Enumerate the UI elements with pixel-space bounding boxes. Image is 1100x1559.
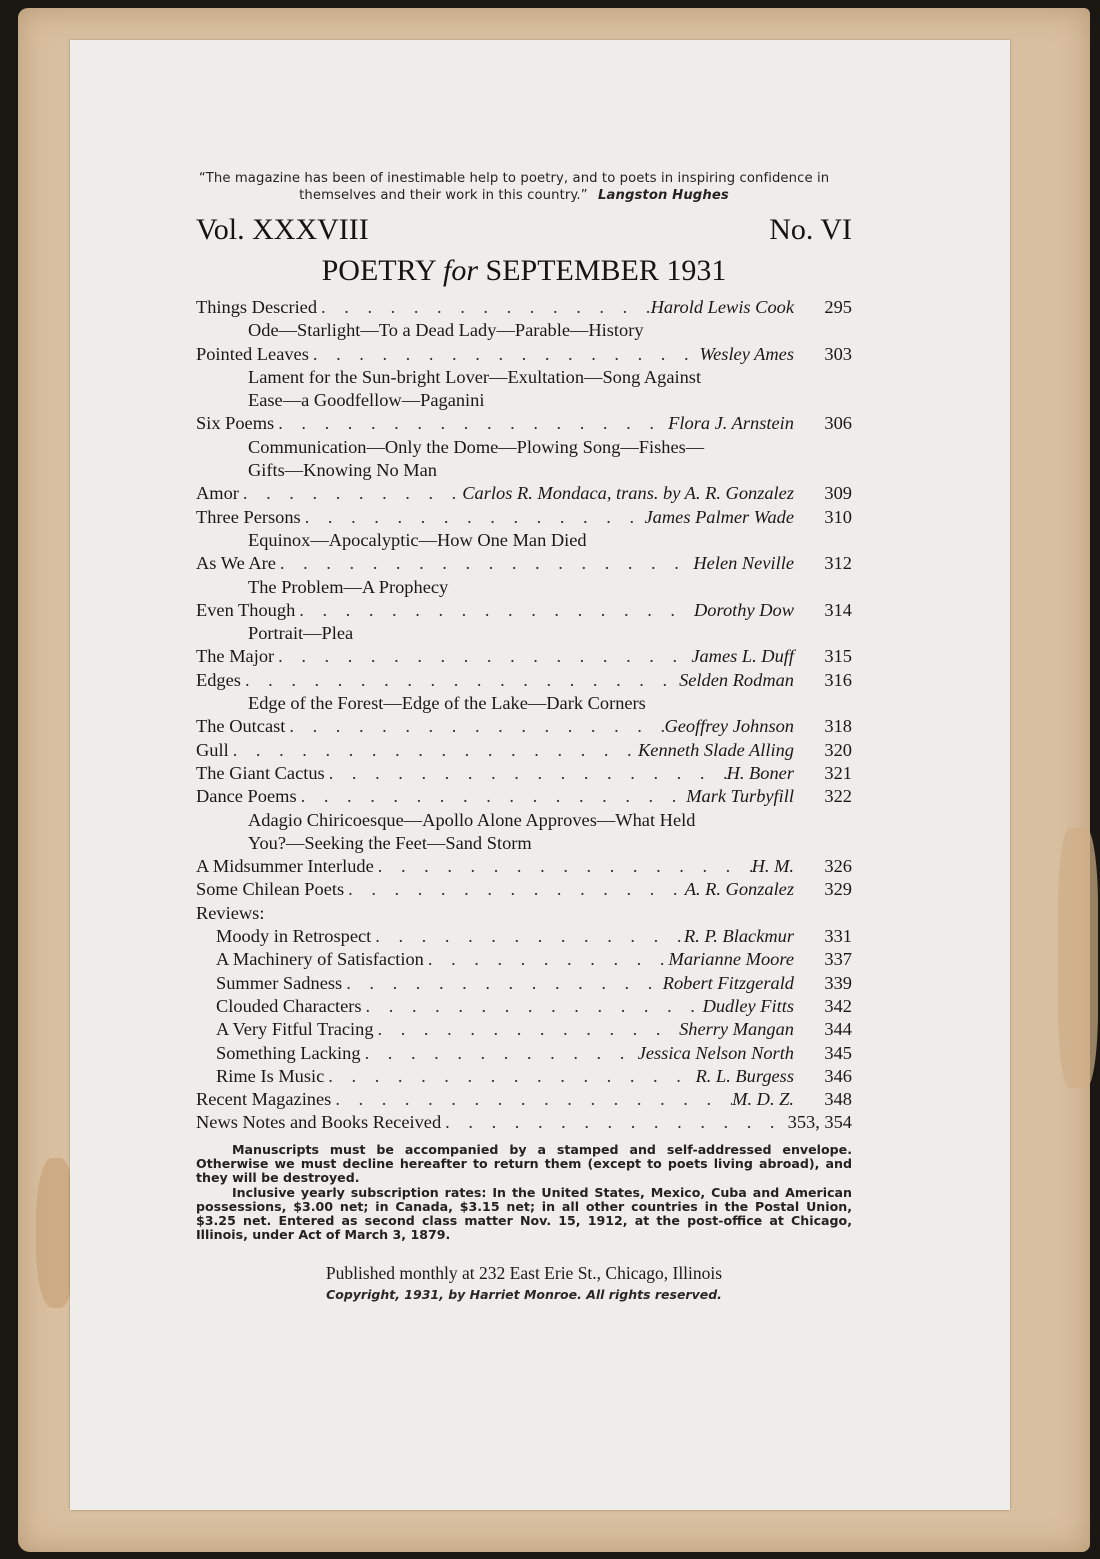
- poem-list: You?—Seeking the Feet—Sand Storm: [248, 832, 532, 853]
- entry-author: Harold Lewis Cook: [650, 297, 794, 317]
- entry-author: M. D. Z.: [732, 1089, 794, 1110]
- dot-leader: [276, 552, 694, 575]
- entry-page: 303: [824, 343, 852, 364]
- dot-leader: [295, 599, 694, 622]
- entry-author: H. M.: [751, 856, 794, 877]
- toc-entry: [196, 1111, 852, 1134]
- entry-author: R. P. Blackmur: [684, 926, 794, 947]
- entry-title: Gull: [196, 739, 229, 760]
- toc-entry: [196, 1018, 852, 1041]
- toc-entry: [196, 599, 852, 622]
- toc-entry: [196, 762, 852, 785]
- entry-title: Summer Sadness: [216, 972, 343, 993]
- epigraph-author: Langston Hughes: [597, 188, 729, 203]
- dot-leader: [274, 645, 691, 668]
- toc-entry: [196, 343, 852, 366]
- dot-leader: [239, 482, 462, 505]
- poem-list: The Problem—A Prophecy: [248, 576, 449, 597]
- toc-entry: [196, 296, 852, 319]
- entry-author: Robert Fitzgerald: [662, 972, 794, 993]
- toc-entry: [196, 972, 852, 995]
- manuscripts-notice: Manuscripts must be accompanied by a stamped and self-addressed envelope. Otherwise we must decline hereafter to return them (except to poets living abroad), and they will be destroyed.: [196, 1142, 852, 1186]
- toc-entry: [196, 855, 852, 878]
- dot-leader: [325, 762, 727, 785]
- toc-entry: [196, 785, 852, 808]
- entry-title: Pointed Leaves: [196, 343, 309, 364]
- poem-list: Portrait—Plea: [248, 623, 354, 644]
- entry-author: Dudley Fitts: [702, 995, 794, 1016]
- entry-page: 318: [824, 716, 852, 737]
- entry-title: A Very Fitful Tracing: [216, 1019, 374, 1040]
- entry-title: Even Though: [196, 599, 296, 620]
- entry-title: Some Chilean Poets: [196, 879, 345, 900]
- copyright-line: Copyright, 1931, by Harriet Monroe. All rights reserved.: [326, 1287, 722, 1302]
- poem-list: Equinox—Apocalyptic—How One Man Died: [248, 529, 587, 550]
- page-title: [196, 253, 852, 289]
- poem-list: Gifts—Knowing No Man: [248, 460, 438, 481]
- toc-entry: [196, 412, 852, 435]
- entry-page: 353, 354: [787, 1112, 852, 1133]
- entry-title: The Giant Cactus: [196, 762, 325, 783]
- entry-author: Marianne Moore: [668, 949, 794, 970]
- entry-author: Selden Rodman: [679, 669, 794, 690]
- entry-title: Three Persons: [196, 506, 301, 527]
- toc-entry: [196, 482, 852, 505]
- dot-leader: [441, 1111, 787, 1134]
- entry-page: 295: [824, 297, 852, 317]
- volume-label: Vol. XXXVIII: [196, 213, 369, 246]
- entry-author: A. R. Gonzalez: [684, 879, 794, 900]
- dot-leader: [371, 925, 684, 948]
- toc-entry: [196, 552, 852, 575]
- dot-leader: [362, 995, 703, 1018]
- dot-leader: [374, 1018, 680, 1041]
- title-date: SEPTEMBER 1931: [485, 254, 727, 287]
- entry-title: As We Are: [196, 553, 276, 574]
- entry-page: 329: [824, 879, 852, 900]
- dot-leader: [344, 878, 685, 901]
- poem-list: Adagio Chiricoesque—Apollo Alone Approves—What Held: [248, 809, 696, 830]
- volume-row: [196, 212, 852, 248]
- entry-title: Things Descried: [196, 297, 318, 317]
- entry-page: 344: [824, 1019, 852, 1040]
- entry-page: 320: [824, 739, 852, 760]
- entry-author: Dorothy Dow: [694, 599, 794, 620]
- poem-list: Ease—a Goodfellow—Paganini: [248, 390, 485, 411]
- entry-author: Kenneth Slade Alling: [638, 739, 794, 760]
- entry-title: Amor: [196, 483, 239, 504]
- entry-title: The Major: [196, 646, 275, 667]
- poem-list: Edge of the Forest—Edge of the Lake—Dark Corners: [248, 693, 646, 714]
- entry-page: 348: [824, 1089, 852, 1110]
- entry-title: Six Poems: [196, 413, 275, 434]
- entry-page: 326: [824, 856, 852, 877]
- dot-leader: [229, 739, 638, 762]
- entry-title: Something Lacking: [216, 1042, 361, 1063]
- toc-entry: [196, 715, 852, 738]
- subscription-notice: Inclusive yearly subscription rates: In the United States, Mexico, Cuba and American possessions, $3.00 net; in Canada, $3.15 net; in all other countries in the Postal Union, $3.25 net. Entered as second class matter Nov. 15, 1912, at the post-office at Chicago, Illinois, under Act of March 3, 1879.: [196, 1184, 852, 1243]
- entry-page: 337: [824, 949, 852, 970]
- dot-leader: [285, 715, 664, 738]
- table-of-contents: [196, 296, 852, 1135]
- issue-number: No. VI: [769, 213, 852, 246]
- entry-title: Clouded Characters: [216, 995, 362, 1016]
- entry-author: Flora J. Arnstein: [668, 413, 794, 434]
- entry-author: Carlos R. Mondaca, trans. by A. R. Gonzalez: [462, 483, 794, 504]
- dot-leader: [342, 972, 663, 995]
- epigraph-text: “The magazine has been of inestimable help to poetry, and to poets in inspiring confidence in themselves and their work in this country.”: [198, 171, 830, 203]
- entry-title: The Outcast: [196, 716, 286, 737]
- entry-page: 312: [824, 553, 852, 574]
- entry-title: News Notes and Books Received: [196, 1112, 442, 1133]
- toc-entry: [196, 1042, 852, 1065]
- entry-page: 331: [824, 926, 852, 947]
- entry-author: Sherry Mangan: [679, 1019, 794, 1040]
- dot-leader: [361, 1042, 638, 1065]
- toc-entry: [196, 948, 852, 971]
- dot-leader: [374, 855, 752, 878]
- toc-entry: [196, 506, 852, 529]
- epigraph: [176, 170, 852, 204]
- dot-leader: [301, 506, 645, 529]
- poem-list: Ode—Starlight—To a Dead Lady—Parable—History: [248, 320, 644, 341]
- title-poetry: POETRY: [321, 254, 436, 287]
- entry-page: 315: [824, 646, 852, 667]
- title-for: for: [443, 254, 479, 287]
- toc-entry: [196, 669, 852, 692]
- entry-page: 342: [824, 995, 852, 1016]
- toc-entry: [196, 1065, 852, 1088]
- dot-leader: [241, 669, 679, 692]
- entry-page: 309: [824, 483, 852, 504]
- dot-leader: [317, 296, 651, 319]
- entry-author: R. L. Burgess: [695, 1065, 794, 1086]
- entry-page: 314: [824, 599, 852, 620]
- entry-page: 306: [824, 413, 852, 434]
- entry-page: 310: [824, 506, 852, 527]
- entry-title: Moody in Retrospect: [216, 926, 372, 947]
- entry-title: A Midsummer Interlude: [196, 856, 374, 877]
- entry-page: 321: [824, 762, 852, 783]
- toc-entry: [196, 878, 852, 901]
- entry-title: Edges: [196, 669, 241, 690]
- entry-page: 339: [824, 972, 852, 993]
- entry-title: Rime Is Music: [216, 1065, 325, 1086]
- toc-entry: [196, 739, 852, 762]
- entry-title: A Machinery of Satisfaction: [216, 949, 424, 970]
- entry-author: H. Boner: [726, 762, 794, 783]
- toc-entry: [196, 1088, 852, 1111]
- entry-page: 322: [824, 786, 852, 807]
- entry-page: 316: [824, 669, 852, 690]
- publisher-notice: [196, 1143, 852, 1242]
- dot-leader: [309, 343, 700, 366]
- dot-leader: [424, 948, 669, 971]
- entry-author: James Palmer Wade: [644, 506, 794, 527]
- poem-list: Lament for the Sun-bright Lover—Exultation—Song Against: [248, 366, 702, 387]
- entry-author: Mark Turbyfill: [686, 786, 794, 807]
- entry-page: 346: [824, 1065, 852, 1086]
- entry-title: Recent Magazines: [196, 1089, 332, 1110]
- poem-list: Communication—Only the Dome—Plowing Song—Fishes—: [248, 436, 705, 457]
- dot-leader: [324, 1065, 695, 1088]
- entry-author: James L. Duff: [691, 646, 794, 667]
- wear-mark: [1058, 828, 1098, 1088]
- published-line: Published monthly at 232 East Erie St., Chicago, Illinois: [325, 1263, 723, 1283]
- entry-title: Dance Poems: [196, 786, 297, 807]
- entry-author: Jessica Nelson North: [637, 1042, 794, 1063]
- entry-page: 345: [824, 1042, 852, 1063]
- entry-author: Geoffrey Johnson: [664, 716, 794, 737]
- entry-author: Helen Neville: [693, 553, 794, 574]
- dot-leader: [297, 785, 687, 808]
- reviews-heading: Reviews:: [196, 902, 265, 923]
- toc-entry: [196, 995, 852, 1018]
- toc-entry: [196, 925, 852, 948]
- dot-leader: [274, 412, 668, 435]
- dot-leader: [331, 1088, 732, 1111]
- toc-entry: [196, 645, 852, 668]
- entry-author: Wesley Ames: [699, 343, 794, 364]
